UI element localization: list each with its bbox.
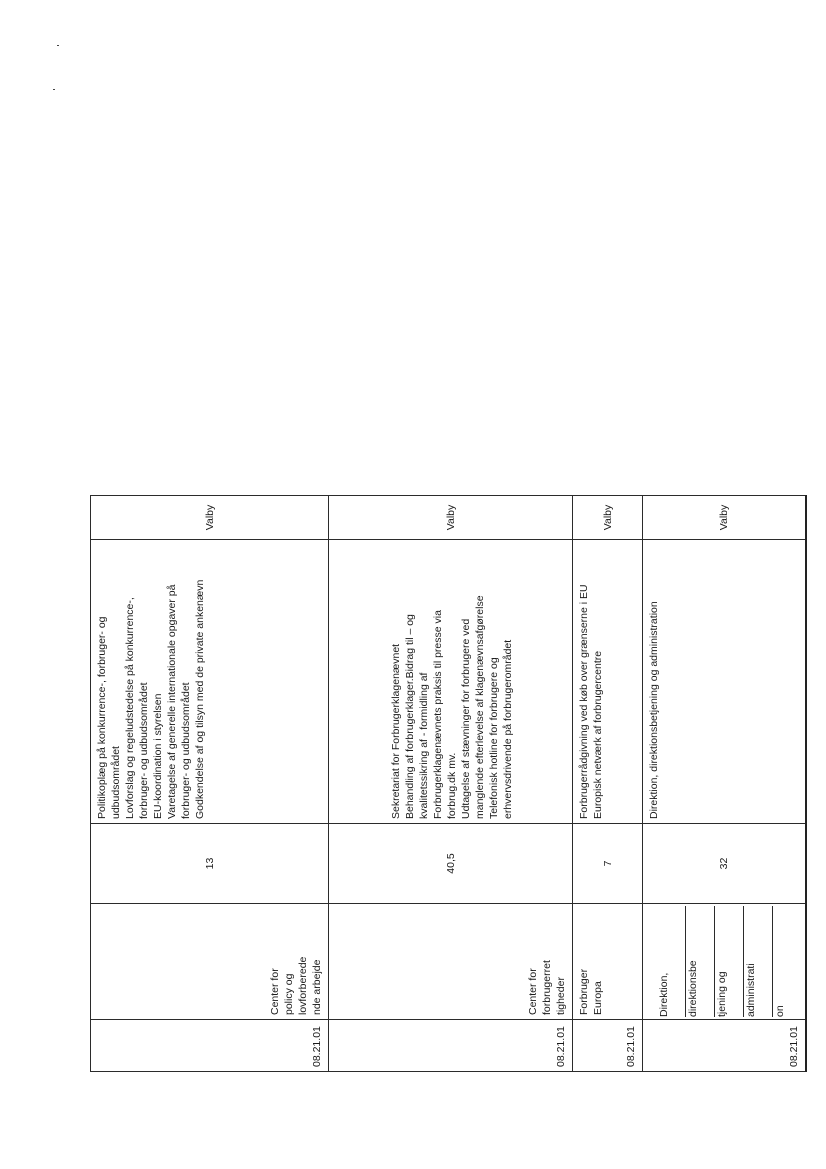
unit-line: Direktion, [658,972,670,1017]
fte-value: 32 [718,857,730,870]
unit-name: Center for forbrugerret tigheder [527,960,567,1015]
unit-cell [91,904,329,1020]
task-line: EU-koordination i styrelsen [152,693,164,819]
task-line: Politikoplæg på konkurrence-, forbruger- og [96,616,108,819]
tasks-cell [91,540,329,824]
unit-name: Forbruger Europa [578,968,604,1015]
task-line: erhvervsdrivende på forbrugerområdet [501,639,514,819]
fte-value: 40,5 [444,853,457,874]
task-line: Sekretariat for Forbrugerklagenævnet [389,643,402,819]
account-number: 08.21.01 [625,1026,637,1067]
location-cell [573,496,643,540]
rotated-table [90,496,800,1072]
task-line: Lovforslag og regeludstedelse på konkurrence-, [124,597,136,819]
location-value: Valby [203,504,216,531]
tasks-cell [643,540,807,824]
unit-line: on [772,906,787,1017]
task-line: Forbrugerrådgivning ved køb over grænserne i EU [578,584,590,819]
table-row [329,496,573,1072]
account-number: 08.21.01 [788,1026,800,1067]
unit-name: Center for policy og lovforberede nde arbejde [269,956,323,1015]
unit-name [657,906,787,1017]
table-row [91,496,329,1072]
location-cell [91,496,329,540]
unit-line: administrati [743,906,758,1017]
fte-cell [91,824,329,904]
tasks-cell [329,540,573,824]
table-row [643,496,807,1072]
task-line: forbrug.dk mv. [445,752,458,819]
fte-cell [573,824,643,904]
account-number-cell [329,1020,573,1072]
account-number-cell [643,1020,807,1072]
task-line: forbruger- og udbudsområdet [138,682,150,819]
unit-cell [643,904,807,1020]
task-line: Europisk netværk af forbrugercentre [592,650,604,819]
task-line: Direktion, direktionsbetjening og administration [648,601,660,819]
fte-value: 7 [601,860,614,867]
unit-cell [573,904,643,1020]
account-number-cell [91,1020,329,1072]
account-number: 08.21.01 [311,1026,323,1067]
unit-line: direktionsbe [685,906,700,1017]
scan-speck [57,45,59,46]
task-line: forbruger- og udbudsområdet [180,682,192,819]
location-value: Valby [718,504,730,531]
task-line: udbudsområdet [110,746,122,819]
table-row [573,496,643,1072]
scan-speck [53,89,55,90]
fte-cell [329,824,573,904]
account-number-cell [573,1020,643,1072]
task-line: manglende efterlevelse af klagenævnsafgørelse [473,595,486,819]
unit-cell [329,904,573,1020]
unit-line: tjening og [714,906,729,1017]
account-number: 08.21.01 [555,1026,567,1067]
task-line: Forbrugerklagenævnets praksis til presse via [431,610,444,819]
organization-table [90,495,807,1072]
fte-value: 13 [203,857,216,870]
task-line: Behandling af forbrugerklager.Bidrag til – og [403,614,416,819]
location-cell [329,496,573,540]
location-value: Valby [601,504,614,531]
location-cell [643,496,807,540]
task-line: Godkendelse af og tilsyn med de private ankenævn [194,579,206,819]
task-line: Varetagelse af generelle internationale opgaver på [166,584,178,819]
task-line: kvalitetssikring af - formidling af [417,672,430,819]
tasks-cell [573,540,643,824]
task-line: Telefonisk hotline for forbrugere og [487,657,500,819]
task-line: Udtagelse af stævninger for forbrugere ved [459,618,472,819]
location-value: Valby [444,504,457,531]
fte-cell [643,824,807,904]
